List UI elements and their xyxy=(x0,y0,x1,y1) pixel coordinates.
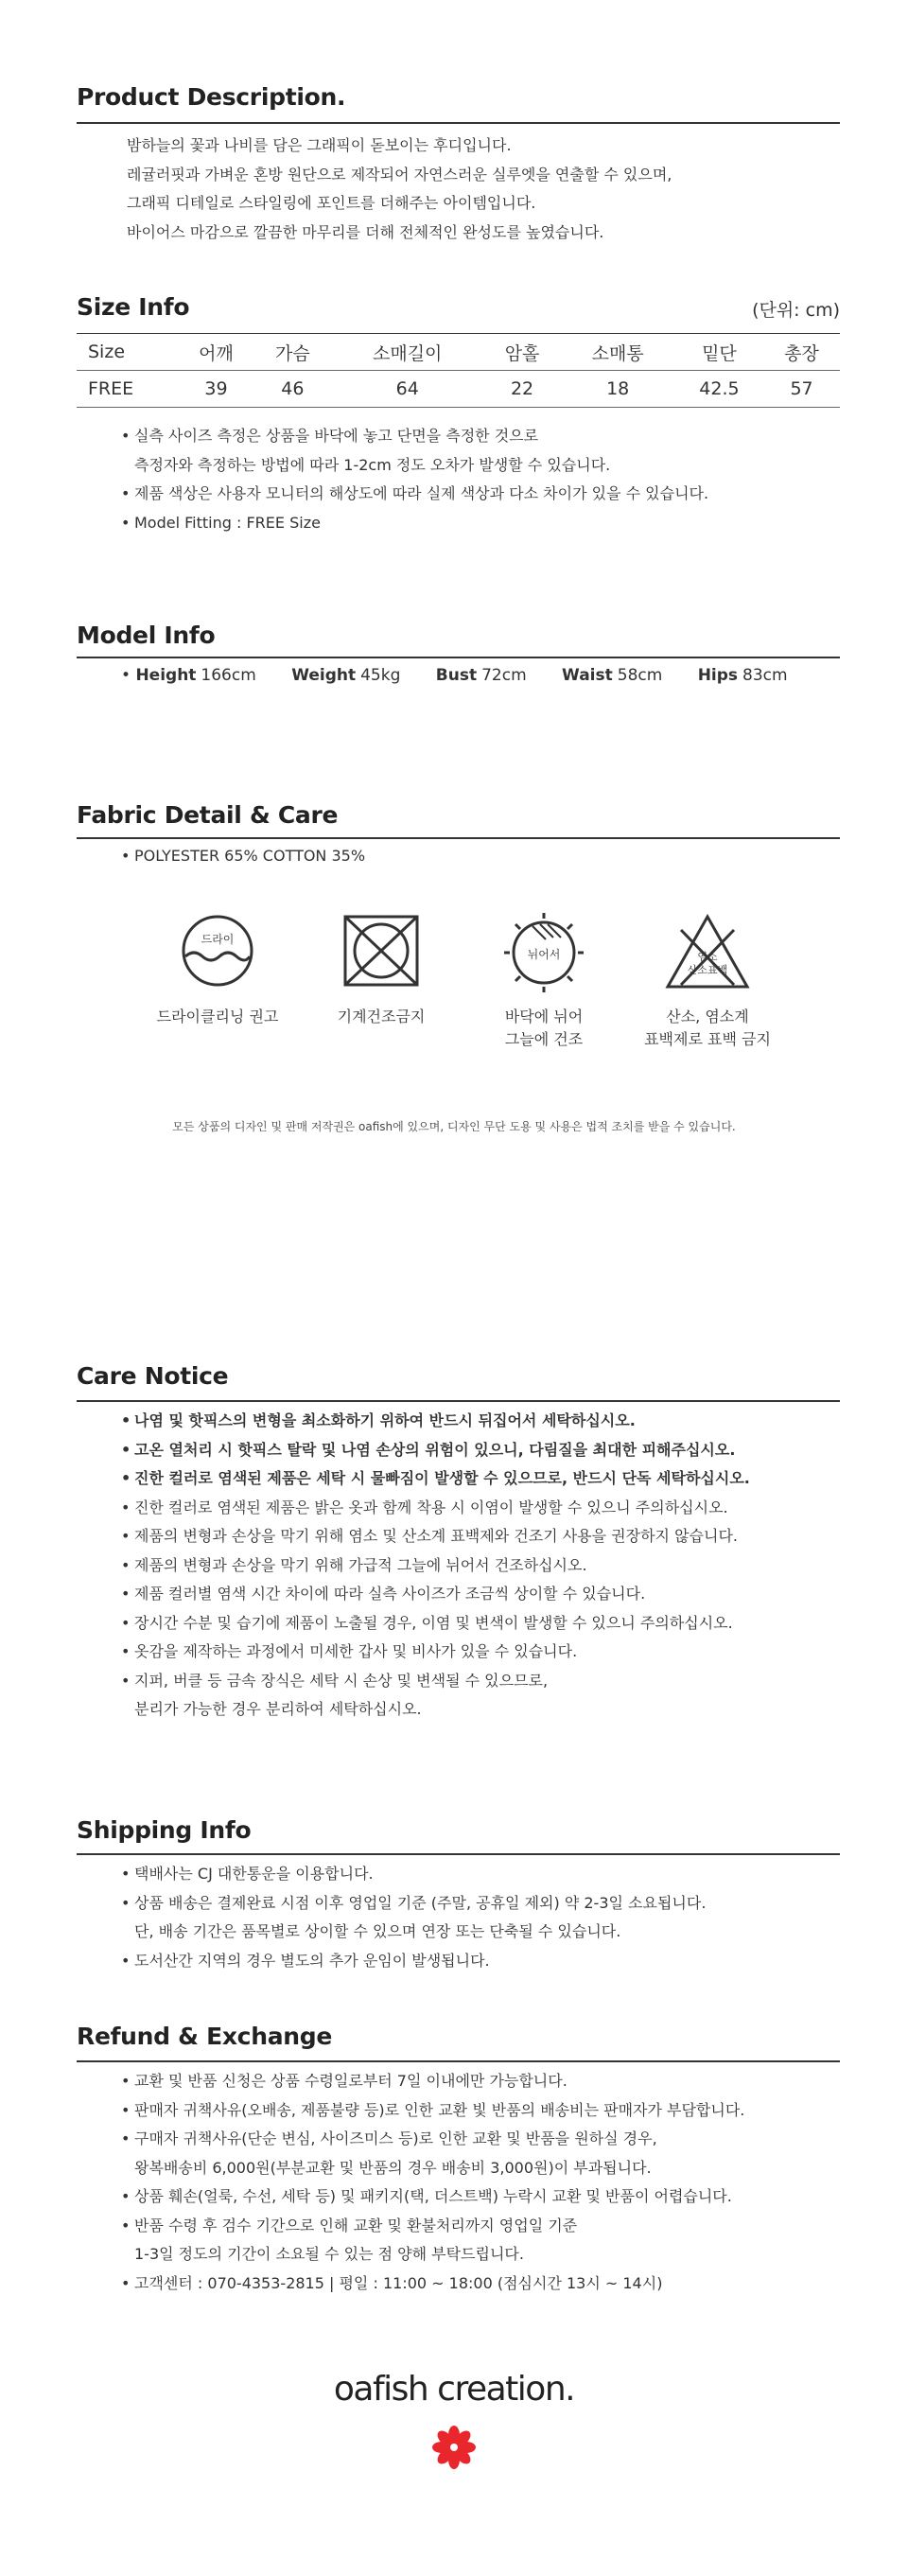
list-item: 왕복배송비 6,000원(부분교환 및 반품의 경우 배송비 3,000원)이 부과됩니다. xyxy=(134,2158,652,2177)
dry-clean-icon xyxy=(161,903,274,998)
dry-flat-shade-icon xyxy=(487,903,601,998)
refund-rule xyxy=(77,2060,840,2062)
list-item: • 제품의 변형과 손상을 막기 위해 가급적 그늘에 뉘어서 건조하십시오. xyxy=(121,1551,840,1581)
description-title: Product Description. xyxy=(77,83,346,111)
dry-clean-icon-text: 드라이 xyxy=(201,933,235,946)
size-header-cell: Size xyxy=(77,334,178,371)
fabric-rule xyxy=(77,837,840,839)
list-item: 1-3일 정도의 기간이 소요될 수 있는 점 양해 부탁드립니다. xyxy=(134,2245,524,2263)
size-cell: 64 xyxy=(331,371,484,408)
size-cell: 57 xyxy=(763,371,840,408)
description-text xyxy=(127,131,827,247)
size-cell: FREE xyxy=(77,371,178,408)
size-header-cell: 소매길이 xyxy=(331,334,484,371)
model-rule xyxy=(77,657,840,658)
shipping-title: Shipping Info xyxy=(77,1816,252,1844)
list-item: • 상품 훼손(얼룩, 수선, 세탁 등) 및 패키지(택, 더스트백) 누락시 교환 및 반품이 어렵습니다. xyxy=(121,2182,840,2212)
care-notice-rule xyxy=(77,1400,840,1402)
size-table-header-row xyxy=(77,334,840,371)
copyright-notice: 모든 상품의 디자인 및 판매 저작권은 oafish에 있으며, 디자인 무단 도용 및 사용은 법적 조치를 받을 수 있습니다. xyxy=(172,1120,736,1133)
shipping-rule xyxy=(77,1853,840,1855)
list-item: • 옷감을 제작하는 과정에서 미세한 갑사 및 비사가 있을 수 있습니다. xyxy=(121,1638,840,1667)
list-item: • 장시간 수분 및 습기에 제품이 노출될 경우, 이염 및 변색이 발생할 수 있으니 주의하십시오. xyxy=(121,1609,840,1638)
size-header-cell: 총장 xyxy=(763,334,840,371)
model-bust: Bust 72cm xyxy=(435,666,527,685)
fabric-composition: • POLYESTER 65% COTTON 35% xyxy=(121,842,840,871)
list-item: • 고온 열처리 시 핫픽스 탈락 및 나염 손상의 위험이 있으니, 다림질을 최대한 피해주십시오. xyxy=(121,1436,840,1465)
list-item: • 제품 컬러별 염색 시간 차이에 따라 실측 사이즈가 조금씩 상이할 수 있습니다. xyxy=(121,1580,840,1609)
size-header-cell: 암홀 xyxy=(484,334,561,371)
shipping-list xyxy=(121,1860,840,1975)
description-line: 레귤러핏과 가벼운 혼방 원단으로 제작되어 자연스러운 실루엣을 연출할 수 있으며, xyxy=(127,165,672,184)
size-cell: 42.5 xyxy=(675,371,763,408)
list-item: • 교환 및 반품 신청은 상품 수령일로부터 7일 이내에만 가능합니다. xyxy=(121,2067,840,2096)
model-title: Model Info xyxy=(77,622,216,649)
no-tumble-dry-icon xyxy=(324,903,438,998)
size-header-cell: 소매통 xyxy=(561,334,675,371)
dry-flat-icon-text: 뉘어서 xyxy=(527,948,561,961)
list-item: • 진한 컬러로 염색된 제품은 밝은 옷과 함께 착용 시 이염이 발생할 수 있으니 주의하십시오. xyxy=(121,1494,840,1523)
fabric-composition-list xyxy=(121,842,840,871)
list-item: • 판매자 귀책사유(오배송, 제품불량 등)로 인한 교환 빛 반품의 배송비는 판매자가 부담합니다. xyxy=(121,2096,840,2126)
list-item: • 제품의 변형과 손상을 막기 위해 염소 및 산소계 표백제와 건조기 사용을 권장하지 않습니다. xyxy=(121,1522,840,1551)
list-item: • 상품 배송은 결제완료 시점 이후 영업일 기준 (주말, 공휴일 제외) 약 2-3일 소요됩니다. xyxy=(121,1889,840,1919)
description-rule xyxy=(77,122,840,124)
list-item: • 실측 사이즈 측정은 상품을 바닥에 놓고 단면을 측정한 것으로 xyxy=(121,422,840,451)
size-cell: 18 xyxy=(561,371,675,408)
no-tumble-dry-label: 기계건조금지 xyxy=(337,1008,426,1025)
size-cell: 22 xyxy=(484,371,561,408)
size-unit: (단위: cm) xyxy=(752,300,840,321)
dry-flat-shade-label: 바닥에 뉘어 그늘에 건조 xyxy=(504,1008,584,1048)
size-header-cell: 밑단 xyxy=(675,334,763,371)
size-cell: 39 xyxy=(178,371,254,408)
model-height: Height 166cm xyxy=(135,666,256,685)
list-item: • 도서산간 지역의 경우 별도의 추가 운임이 발생됩니다. xyxy=(121,1947,840,1976)
no-bleach-icon xyxy=(651,903,764,998)
no-bleach-icon-text-2: 산소표백 xyxy=(687,964,728,976)
list-item: • 나염 및 핫픽스의 변형을 최소화하기 위하여 반드시 뒤집어서 세탁하십시오. xyxy=(121,1407,840,1436)
list-item: 측정자와 측정하는 방법에 따라 1-2cm 정도 오차가 발생할 수 있습니다. xyxy=(134,455,611,474)
size-cell: 46 xyxy=(254,371,331,408)
list-item: • 반품 수령 후 검수 기간으로 인해 교환 및 환불처리까지 영업일 기준 xyxy=(121,2212,840,2241)
list-item: • Model Fitting : FREE Size xyxy=(121,509,840,538)
list-item: • 택배사는 CJ 대한통운을 이용합니다. xyxy=(121,1860,840,1889)
model-hips: Hips 83cm xyxy=(697,666,788,685)
list-item: 단, 배송 기간은 품목별로 상이할 수 있으며 연장 또는 단축될 수 있습니다. xyxy=(134,1922,621,1940)
size-notes xyxy=(121,422,840,537)
model-weight: Weight 45kg xyxy=(291,666,401,685)
flower-logo-icon xyxy=(430,2424,478,2471)
care-notice-list xyxy=(121,1494,840,1725)
table-row xyxy=(77,371,840,408)
description-line: 그래픽 디테일로 스타일링에 포인트를 더해주는 아이템입니다. xyxy=(127,194,536,212)
model-measurements: • Height 166cm Weight 45kg Bust 72cm Waist 58cm Hips 83cm xyxy=(121,666,788,685)
size-header-cell: 가슴 xyxy=(254,334,331,371)
list-item: 분리가 가능한 경우 분리하여 세탁하십시오. xyxy=(134,1700,422,1718)
care-notice-bold-list xyxy=(121,1407,840,1494)
size-header-cell: 어깨 xyxy=(178,334,254,371)
description-line: 밤하늘의 꽃과 나비를 담은 그래픽이 돋보이는 후디입니다. xyxy=(127,136,512,154)
description-line: 바이어스 마감으로 깔끔한 마무리를 더해 전체적인 완성도를 높였습니다. xyxy=(127,222,604,241)
list-item: • 구매자 귀책사유(단순 변심, 사이즈미스 등)로 인한 교환 및 반품을 원하실 경우, xyxy=(121,2125,840,2154)
care-notice-title: Care Notice xyxy=(77,1362,229,1390)
no-bleach-icon-text-1: 염소 xyxy=(697,951,718,963)
model-waist: Waist 58cm xyxy=(562,666,663,685)
refund-list xyxy=(121,2067,840,2298)
no-bleach-label: 산소, 염소계 표백제로 표백 금지 xyxy=(644,1008,771,1048)
refund-title: Refund & Exchange xyxy=(77,2023,333,2050)
list-item: • 지퍼, 버클 등 금속 장식은 세탁 시 손상 및 변색될 수 있으므로, xyxy=(121,1667,840,1696)
dry-clean-label: 드라이클리닝 권고 xyxy=(156,1008,279,1025)
fabric-title: Fabric Detail & Care xyxy=(77,801,339,829)
brand-logo-text: oafish creation. xyxy=(333,2370,575,2409)
size-table xyxy=(77,333,840,408)
list-item: • 진한 컬러로 염색된 제품은 세탁 시 물빠짐이 발생할 수 있으므로, 반드시 단독 세탁하십시오. xyxy=(121,1464,840,1494)
list-item: • 제품 색상은 사용자 모니터의 해상도에 따라 실제 색상과 다소 차이가 있을 수 있습니다. xyxy=(121,480,840,509)
size-title: Size Info xyxy=(77,293,190,321)
list-item: • 고객센터 : 070-4353-2815 | 평일 : 11:00 ~ 18:00 (점심시간 13시 ~ 14시) xyxy=(121,2269,840,2299)
